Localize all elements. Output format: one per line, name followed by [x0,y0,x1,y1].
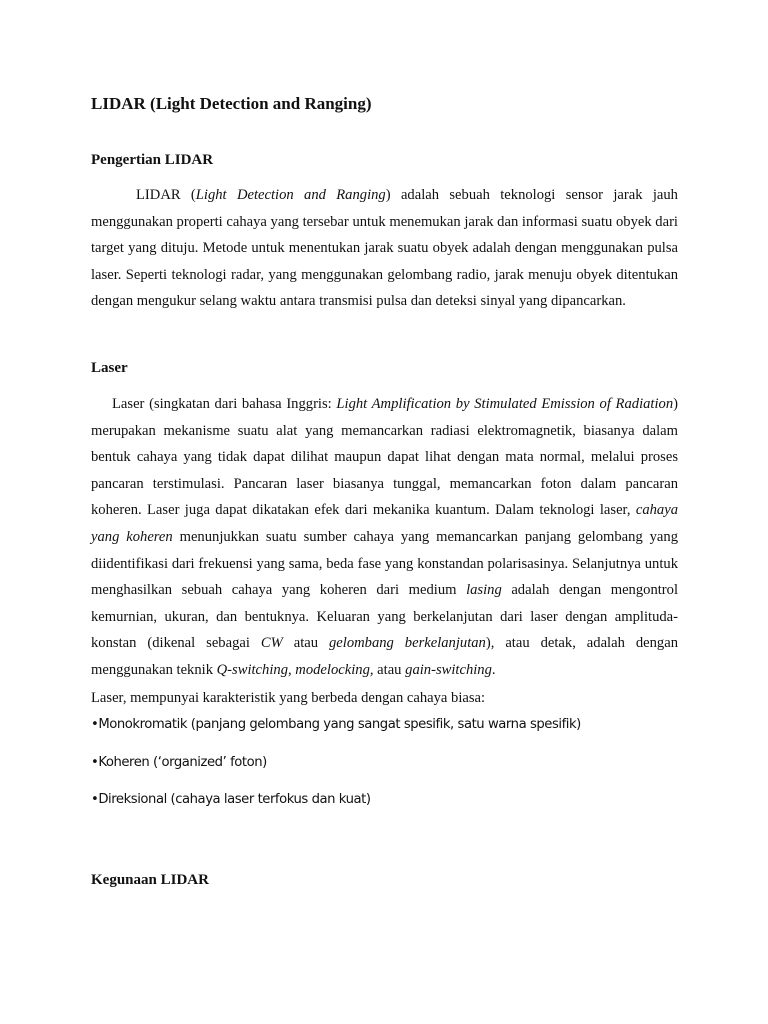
italic-run: Light Amplification by Stimulated Emission of Radiation [336,396,674,412]
text-run: ) adalah sebuah teknologi sensor jarak jauh menggunakan properti cahaya yang tersebar untuk menemukan jarak dan informasi suatu obyek dari target yang dituju. Metode untuk menentukan jarak suatu obyek adalah dengan menggunakan pulsa laser. Seperti teknologi radar, yang menggunakan gelombang radio, jarak menuju obyek ditentukan dengan mengukur selang waktu antara transmisi pulsa dan deteksi sinyal yang dipancarkan. [91,187,678,310]
italic-run: gelombang berkelanjutan [328,635,486,652]
paragraph-pengertian [91,182,678,315]
italic-run: Q-switching [216,661,288,678]
italic-run: cahaya yang koheren [91,502,678,545]
italic-run: Light Detection and Ranging [195,187,386,203]
list-intro: Laser, mempunyai karakteristik yang berbeda dengan cahaya biasa: [91,690,486,706]
text-run: . [491,661,496,678]
document-title: LIDAR (Light Detection and Ranging) [91,94,372,113]
section-heading-kegunaan: Kegunaan LIDAR [91,872,209,888]
text-run: ) merupakan mekanisme suatu alat yang memancarkan radiasi elektromagnetik, biasanya dalam bentuk cahaya yang tidak dapat dilihat maupun dapat lihat dengan mata normal, melalui proses pancaran terstimulasi. Pancaran laser biasanya tunggal, memancarkan foton dalam pancaran koheren. Laser juga dapat dikatakan efek dari mekanika kuantum. Dalam teknologi laser, [91,396,678,519]
text-run: ), atau detak, adalah dengan menggunakan teknik [91,635,678,678]
bullet-item: •Monokromatik (panjang gelombang yang sangat spesifik, satu warna spesifik) [91,717,581,732]
text-run: Laser (singkatan dari bahasa Inggris: [112,396,337,412]
text-run: atau [282,635,329,652]
text-run: menunjukkan suatu sumber cahaya yang memancarkan panjang gelombang yang diidentifikasi dari frekuensi yang sama, beda fase yang konstandan polarisasinya. Selanjutnya untuk menghasilkan sebuah cahaya yang koheren dari medium [91,528,678,599]
section-heading-laser: Laser [91,360,128,376]
paragraph-laser [91,391,678,684]
bullet-item: •Direksional (cahaya laser terfokus dan kuat) [91,792,371,807]
text-run: , [288,661,296,678]
italic-run: modelocking [295,661,370,678]
section-heading-pengertian: Pengertian LIDAR [91,152,214,168]
bullet-item: •Koheren (‘organized’ foton) [91,755,267,770]
italic-run: lasing [466,582,502,599]
text-run: LIDAR ( [136,187,196,203]
italic-run: CW [260,635,283,652]
text-run: , atau [369,661,406,678]
italic-run: gain-switching [405,661,492,678]
text-run: adalah dengan mengontrol kemurnian, ukuran, dan bentuknya. Keluaran yang berkelanjutan dari laser dengan amplituda-konstan (dikenal sebagai [91,582,679,652]
